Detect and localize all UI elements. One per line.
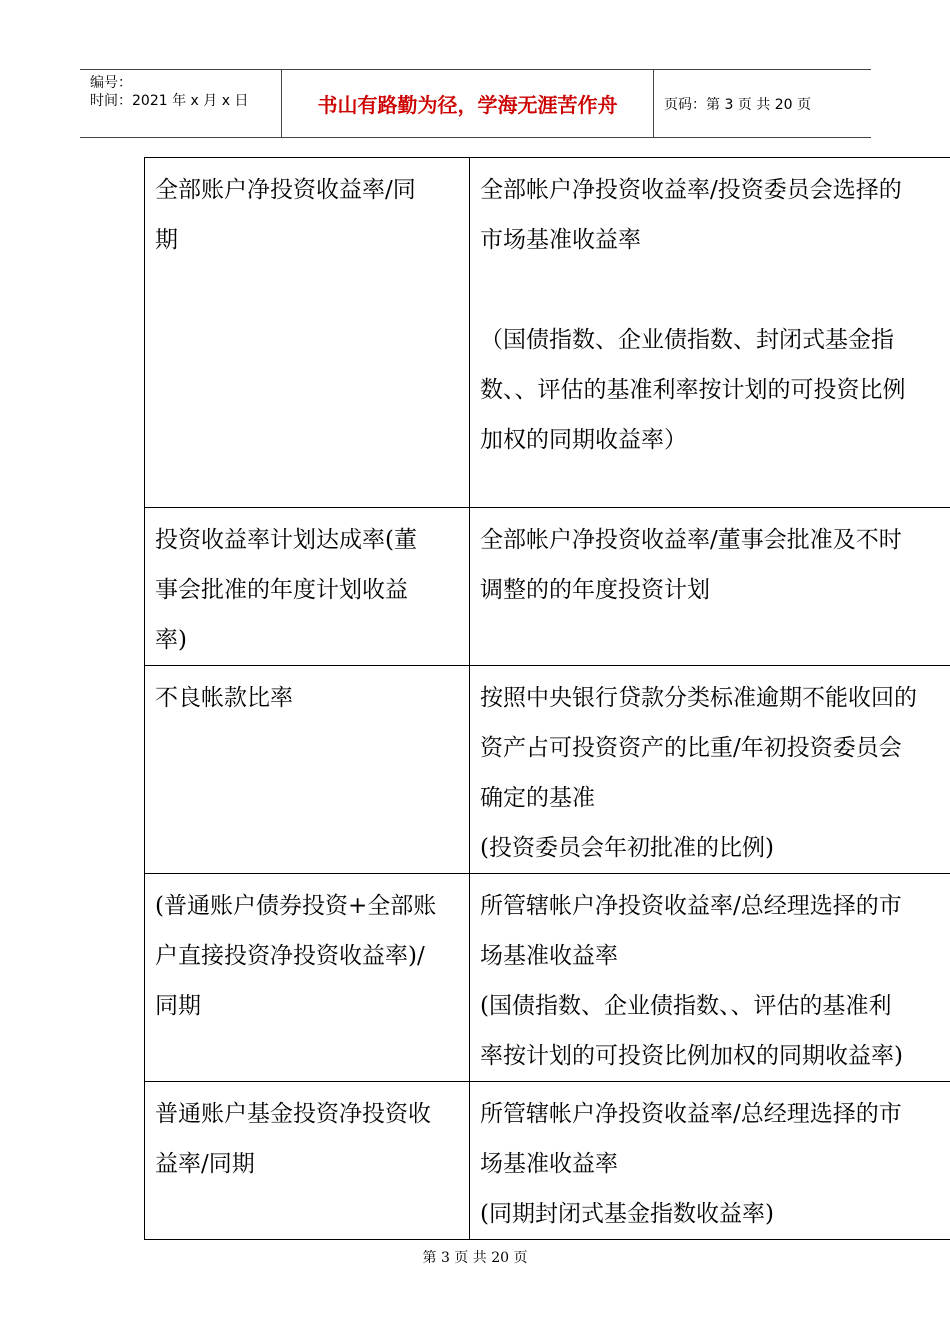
table-row [145, 1082, 950, 1240]
cell-line: 市场基准收益率 [480, 227, 641, 253]
table-row [145, 158, 950, 508]
cell-line [480, 265, 943, 315]
cell-line: 场基准收益率 [480, 943, 618, 969]
cell-line: 不良帐款比率 [155, 685, 293, 711]
cell-line: (投资委员会年初批准的比例) [480, 835, 774, 861]
cell-line: (同期封闭式基金指数收益率) [480, 1201, 774, 1227]
cell-line: 事会批准的年度计划收益 [155, 577, 408, 603]
cell-line: (普通账户债券投资+全部账 [155, 893, 437, 919]
cell-line: 调整的的年度投资计划 [480, 577, 710, 603]
metrics-table [144, 157, 950, 1240]
cell-line: 按照中央银行贷款分类标准逾期不能收回的 [480, 685, 917, 711]
metric-name-cell [145, 1082, 470, 1240]
cell-line: 确定的基准 [480, 785, 595, 811]
cell-line: （国债指数、企业债指数、封闭式基金指 [480, 327, 894, 353]
table-row [145, 666, 950, 874]
cell-line: 期 [155, 227, 178, 253]
page-header [80, 69, 871, 138]
document-number-label: 编号： [90, 75, 132, 91]
cell-line: (国债指数、企业债指数、、评估的基准利 [480, 993, 892, 1019]
table-row [145, 508, 950, 666]
metric-name-cell [145, 508, 470, 666]
cell-line: 全部帐户净投资收益率/董事会批准及不时 [480, 527, 902, 553]
page-footer: 第 3 页 共 20 页 [422, 1250, 528, 1266]
cell-line: 所管辖帐户净投资收益率/总经理选择的市 [480, 893, 902, 919]
table-row [145, 874, 950, 1082]
cell-line: 加权的同期收益率） [480, 427, 687, 453]
cell-line: 率) [155, 627, 187, 653]
cell-line: 所管辖帐户净投资收益率/总经理选择的市 [480, 1101, 902, 1127]
cell-line: 资产占可投资资产的比重/年初投资委员会 [480, 735, 902, 761]
cell-line: 全部账户净投资收益率/同 [155, 177, 416, 203]
metric-name-cell [145, 666, 470, 874]
cell-line: 率按计划的可投资比例加权的同期收益率) [480, 1043, 903, 1069]
metric-formula-cell [470, 874, 950, 1082]
header-page-info: 页码：第 3 页 共 20 页 [664, 96, 811, 113]
cell-line: 益率/同期 [155, 1151, 255, 1177]
cell-line: 场基准收益率 [480, 1151, 618, 1177]
document-date: 时间：2021 年 x 月 x 日 [90, 93, 249, 109]
metric-formula-cell [470, 508, 950, 666]
metric-formula-cell [470, 1082, 950, 1240]
metric-name-cell [145, 158, 470, 508]
cell-line: 投资收益率计划达成率(董 [155, 527, 417, 553]
header-motto: 书山有路勤为径，学海无涯苦作舟 [317, 93, 618, 117]
cell-line: 同期 [155, 993, 201, 1019]
metric-formula-cell [470, 666, 950, 874]
metric-name-cell [145, 874, 470, 1082]
header-motto-cell [282, 70, 654, 137]
metric-formula-cell [470, 158, 950, 508]
cell-line: 户直接投资净投资收益率)/ [155, 943, 425, 969]
header-meta [80, 70, 282, 137]
cell-line: 全部帐户净投资收益率/投资委员会选择的 [480, 177, 902, 203]
cell-line: 普通账户基金投资净投资收 [155, 1101, 431, 1127]
cell-line: 数、、评估的基准利率按计划的可投资比例 [480, 377, 906, 403]
